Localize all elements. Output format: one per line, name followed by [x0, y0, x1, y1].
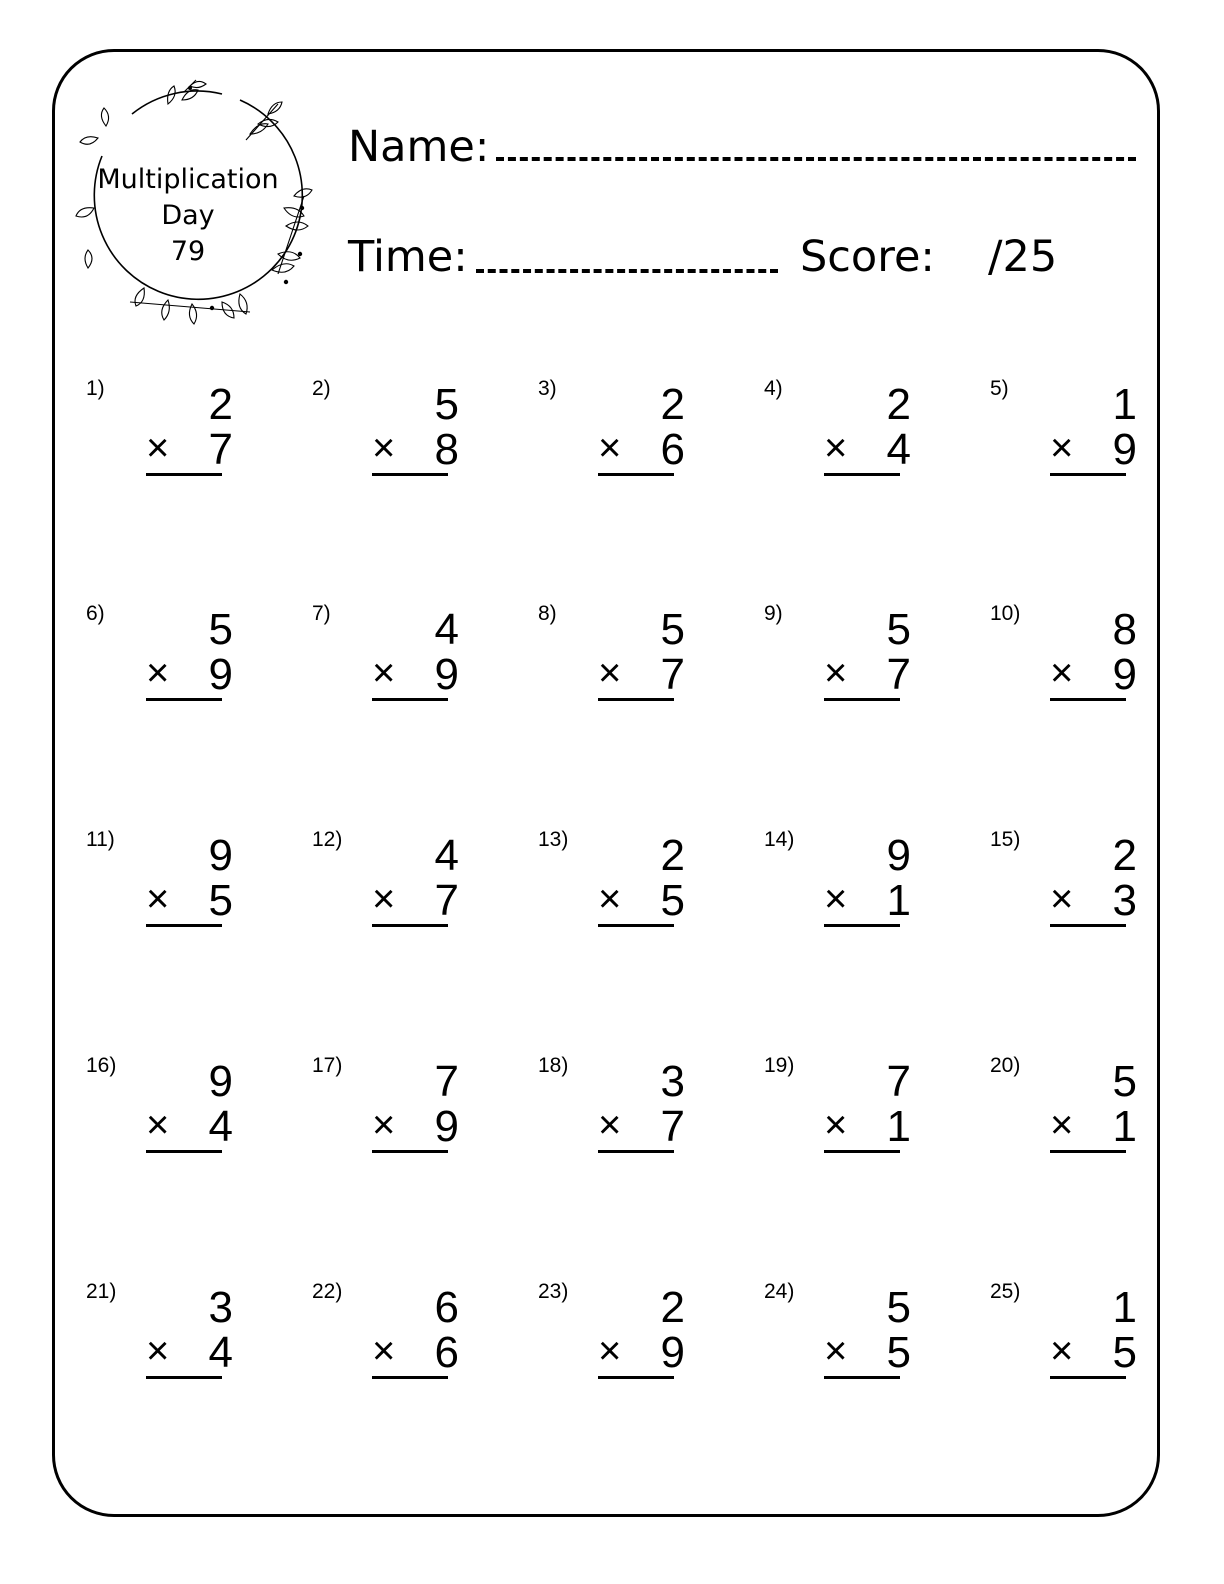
multiplicand: 6 — [434, 1283, 459, 1332]
problem-number: 15) — [990, 828, 1021, 851]
multiplier: 5 — [208, 876, 233, 925]
problem-number: 1) — [86, 377, 105, 400]
problem-item — [538, 603, 738, 723]
multiplicand: 1 — [1112, 1283, 1137, 1332]
score-total: /25 — [988, 232, 1058, 282]
multiplier: 5 — [660, 876, 685, 925]
multiply-sign: × — [598, 1103, 622, 1147]
answer-line[interactable] — [1050, 1150, 1126, 1153]
answer-line[interactable] — [598, 698, 674, 701]
problem-item — [764, 1281, 964, 1401]
problem-item — [990, 829, 1190, 949]
multiplier: 9 — [434, 1102, 459, 1151]
answer-line[interactable] — [372, 1376, 448, 1379]
answer-line[interactable] — [146, 473, 222, 476]
time-label: Time: — [348, 232, 468, 282]
multiply-sign: × — [824, 1103, 848, 1147]
problem-number: 23) — [538, 1280, 569, 1303]
problem-item — [86, 603, 286, 723]
multiplicand: 4 — [434, 605, 459, 654]
problem-number: 8) — [538, 602, 557, 625]
answer-line[interactable] — [1050, 924, 1126, 927]
multiply-sign: × — [1050, 1329, 1074, 1373]
answer-line[interactable] — [146, 1376, 222, 1379]
multiply-sign: × — [1050, 651, 1074, 695]
name-blank-line[interactable] — [496, 157, 1136, 161]
problem-number: 3) — [538, 377, 557, 400]
problem-number: 22) — [312, 1280, 343, 1303]
answer-line[interactable] — [372, 473, 448, 476]
multiplicand: 9 — [208, 1057, 233, 1106]
multiply-sign: × — [146, 1103, 170, 1147]
problem-number: 5) — [990, 377, 1009, 400]
multiply-sign: × — [1050, 877, 1074, 921]
problem-item — [764, 378, 964, 498]
multiplier: 5 — [1112, 1328, 1137, 1377]
problem-item — [764, 603, 964, 723]
multiplicand: 3 — [660, 1057, 685, 1106]
problem-number: 7) — [312, 602, 331, 625]
answer-line[interactable] — [146, 924, 222, 927]
multiply-sign: × — [372, 1103, 396, 1147]
problem-item — [312, 1281, 512, 1401]
multiplicand: 8 — [1112, 605, 1137, 654]
answer-line[interactable] — [146, 698, 222, 701]
multiplier: 7 — [434, 876, 459, 925]
answer-line[interactable] — [1050, 698, 1126, 701]
multiplier: 7 — [660, 1102, 685, 1151]
answer-line[interactable] — [598, 1376, 674, 1379]
multiply-sign: × — [598, 1329, 622, 1373]
multiplier: 1 — [1112, 1102, 1137, 1151]
multiplier: 7 — [886, 650, 911, 699]
multiply-sign: × — [146, 426, 170, 470]
multiplicand: 2 — [208, 380, 233, 429]
multiply-sign: × — [372, 426, 396, 470]
problem-item — [990, 1281, 1190, 1401]
problem-number: 10) — [990, 602, 1021, 625]
problem-item — [538, 1281, 738, 1401]
multiplicand: 5 — [886, 1283, 911, 1332]
problem-number: 18) — [538, 1054, 569, 1077]
problem-number: 21) — [86, 1280, 117, 1303]
multiplier: 7 — [660, 650, 685, 699]
multiply-sign: × — [824, 426, 848, 470]
answer-line[interactable] — [372, 924, 448, 927]
answer-line[interactable] — [824, 698, 900, 701]
answer-line[interactable] — [1050, 1376, 1126, 1379]
problem-item — [312, 378, 512, 498]
multiply-sign: × — [824, 651, 848, 695]
badge-number: 79 — [170, 236, 206, 267]
problem-number: 20) — [990, 1054, 1021, 1077]
problem-number: 16) — [86, 1054, 117, 1077]
multiplicand: 2 — [660, 1283, 685, 1332]
multiplier: 3 — [1112, 876, 1137, 925]
problem-number: 19) — [764, 1054, 795, 1077]
answer-line[interactable] — [598, 1150, 674, 1153]
problem-item — [764, 1055, 964, 1175]
time-blank-line[interactable] — [476, 269, 778, 273]
multiplier: 5 — [886, 1328, 911, 1377]
multiply-sign: × — [824, 877, 848, 921]
problem-number: 24) — [764, 1280, 795, 1303]
multiplier: 9 — [1112, 650, 1137, 699]
multiplicand: 5 — [886, 605, 911, 654]
problem-item — [312, 1055, 512, 1175]
multiplier: 9 — [434, 650, 459, 699]
multiply-sign: × — [598, 877, 622, 921]
problem-number: 2) — [312, 377, 331, 400]
multiply-sign: × — [1050, 1103, 1074, 1147]
problem-item — [990, 603, 1190, 723]
multiply-sign: × — [146, 1329, 170, 1373]
multiplicand: 7 — [886, 1057, 911, 1106]
problem-number: 4) — [764, 377, 783, 400]
problem-item — [538, 378, 738, 498]
problem-item — [86, 829, 286, 949]
badge-title: Multiplication — [97, 164, 279, 195]
worksheet-badge — [82, 162, 294, 270]
name-label: Name: — [348, 122, 490, 172]
problem-item — [86, 378, 286, 498]
multiplicand: 2 — [660, 380, 685, 429]
answer-line[interactable] — [824, 1150, 900, 1153]
multiplicand: 1 — [1112, 380, 1137, 429]
answer-line[interactable] — [1050, 473, 1126, 476]
multiplicand: 9 — [886, 831, 911, 880]
problem-item — [764, 829, 964, 949]
multiply-sign: × — [372, 877, 396, 921]
problem-item — [990, 1055, 1190, 1175]
problem-item — [312, 829, 512, 949]
answer-line[interactable] — [372, 698, 448, 701]
multiplier: 7 — [208, 425, 233, 474]
problem-number: 13) — [538, 828, 569, 851]
multiplicand: 7 — [434, 1057, 459, 1106]
problem-number: 9) — [764, 602, 783, 625]
multiply-sign: × — [598, 651, 622, 695]
multiplicand: 9 — [208, 831, 233, 880]
answer-line[interactable] — [372, 1150, 448, 1153]
multiply-sign: × — [598, 426, 622, 470]
problem-number: 14) — [764, 828, 795, 851]
multiplicand: 2 — [886, 380, 911, 429]
multiplicand: 4 — [434, 831, 459, 880]
multiply-sign: × — [372, 651, 396, 695]
answer-line[interactable] — [824, 924, 900, 927]
problem-item — [538, 1055, 738, 1175]
problem-number: 25) — [990, 1280, 1021, 1303]
badge-subtitle: Day — [161, 200, 215, 231]
multiplier: 1 — [886, 1102, 911, 1151]
multiplier: 4 — [886, 425, 911, 474]
multiplier: 1 — [886, 876, 911, 925]
answer-line[interactable] — [598, 924, 674, 927]
answer-line[interactable] — [598, 473, 674, 476]
multiply-sign: × — [824, 1329, 848, 1373]
problem-number: 17) — [312, 1054, 343, 1077]
multiply-sign: × — [146, 877, 170, 921]
problem-item — [312, 603, 512, 723]
multiplicand: 5 — [660, 605, 685, 654]
multiplicand: 3 — [208, 1283, 233, 1332]
problem-number: 6) — [86, 602, 105, 625]
problem-number: 11) — [86, 828, 115, 851]
multiply-sign: × — [372, 1329, 396, 1373]
multiplier: 9 — [208, 650, 233, 699]
multiplicand: 2 — [660, 831, 685, 880]
multiplier: 6 — [434, 1328, 459, 1377]
multiplicand: 2 — [1112, 831, 1137, 880]
multiplicand: 5 — [208, 605, 233, 654]
answer-line[interactable] — [146, 1150, 222, 1153]
problem-number: 12) — [312, 828, 343, 851]
score-label: Score: — [800, 232, 935, 282]
answer-line[interactable] — [824, 1376, 900, 1379]
multiplicand: 5 — [434, 380, 459, 429]
answer-line[interactable] — [824, 473, 900, 476]
multiplier: 4 — [208, 1102, 233, 1151]
multiplier: 4 — [208, 1328, 233, 1377]
multiplicand: 5 — [1112, 1057, 1137, 1106]
multiply-sign: × — [1050, 426, 1074, 470]
problem-item — [86, 1055, 286, 1175]
problem-item — [538, 829, 738, 949]
multiplier: 8 — [434, 425, 459, 474]
multiplier: 6 — [660, 425, 685, 474]
multiplier: 9 — [660, 1328, 685, 1377]
problem-item — [990, 378, 1190, 498]
multiply-sign: × — [146, 651, 170, 695]
problem-item — [86, 1281, 286, 1401]
multiplier: 9 — [1112, 425, 1137, 474]
